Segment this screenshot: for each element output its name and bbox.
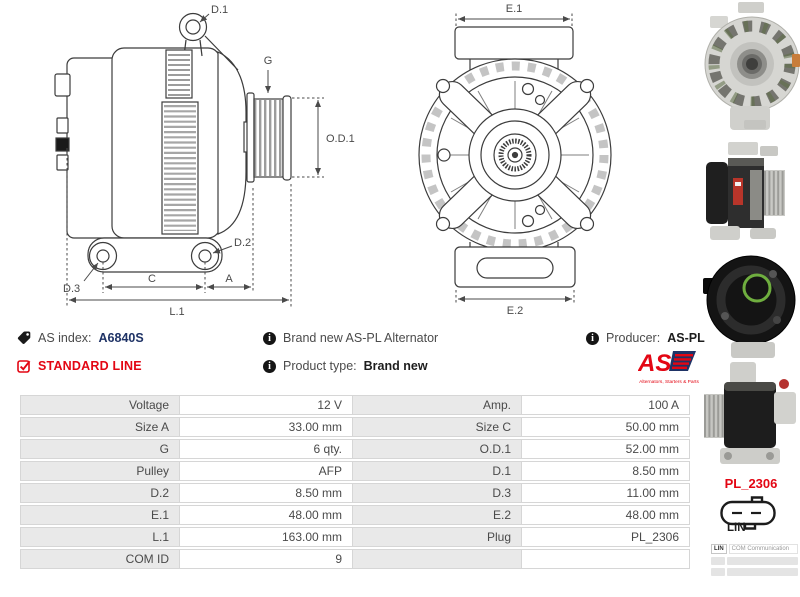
plug-pin-table bbox=[711, 544, 798, 579]
spec-label: G bbox=[20, 439, 180, 459]
spec-row bbox=[20, 395, 690, 415]
spec-row bbox=[20, 505, 690, 525]
dim-label-a: A bbox=[225, 273, 233, 285]
dim-label-l1: L.1 bbox=[169, 306, 185, 318]
spec-label: D.1 bbox=[353, 461, 522, 481]
spec-value: 50.00 mm bbox=[522, 417, 690, 437]
dim-label-od1: O.D.1 bbox=[326, 133, 355, 145]
producer-value: AS-PL bbox=[667, 331, 705, 345]
spec-label: E.1 bbox=[20, 505, 180, 525]
spec-table bbox=[20, 393, 690, 571]
photo-alternator-side bbox=[700, 140, 800, 245]
spec-label: O.D.1 bbox=[353, 439, 522, 459]
info-icon: i bbox=[263, 360, 276, 373]
as-index-row bbox=[17, 331, 144, 345]
product-type-value: Brand new bbox=[363, 359, 428, 373]
product-type-row bbox=[263, 359, 428, 373]
spec-row bbox=[20, 527, 690, 547]
photo1-connector bbox=[792, 54, 800, 67]
dim-label-d2: D.2 bbox=[234, 237, 252, 249]
brand-new-text: Brand new AS-PL Alternator bbox=[283, 331, 439, 345]
spec-label: Amp. bbox=[353, 395, 522, 415]
spec-value: 52.00 mm bbox=[522, 439, 690, 459]
spec-value: 33.00 mm bbox=[180, 417, 353, 437]
aspl-logo-text: AS bbox=[638, 350, 672, 377]
spec-row bbox=[20, 417, 690, 437]
spec-row bbox=[20, 439, 690, 459]
plug-pin-name: LIN bbox=[711, 544, 727, 554]
spec-label: Pulley bbox=[20, 461, 180, 481]
info-icon: i bbox=[263, 332, 276, 345]
spec-row bbox=[20, 549, 690, 569]
spec-label: E.2 bbox=[353, 505, 522, 525]
standard-line-label: STANDARD LINE bbox=[38, 359, 142, 373]
spec-label: Voltage bbox=[20, 395, 180, 415]
aspl-logo-tagline: Alternators, Starters & Parts bbox=[639, 380, 699, 385]
spec-label: D.2 bbox=[20, 483, 180, 503]
spec-value: 11.00 mm bbox=[522, 483, 690, 503]
plug-pin-row bbox=[711, 544, 798, 554]
standard-line-row bbox=[17, 359, 142, 373]
spec-label: Plug bbox=[353, 527, 522, 547]
photo-alternator-side2 bbox=[700, 360, 800, 470]
plug-pin-desc: COM Communication bbox=[729, 544, 798, 554]
photo-alternator-front bbox=[700, 2, 800, 132]
spec-value: 8.50 mm bbox=[522, 461, 690, 481]
spec-value: PL_2306 bbox=[522, 527, 690, 547]
dim-label-d3: D.3 bbox=[63, 283, 81, 295]
producer-row bbox=[586, 331, 705, 345]
spec-label: Size A bbox=[20, 417, 180, 437]
dim-label-e2: E.2 bbox=[506, 305, 524, 317]
spec-row bbox=[20, 483, 690, 503]
technical-drawings bbox=[0, 0, 695, 330]
spec-value bbox=[522, 549, 690, 569]
checkbox-check-icon bbox=[17, 359, 31, 373]
dim-label-c: C bbox=[148, 273, 156, 285]
as-index-label: AS index: bbox=[38, 331, 92, 345]
aspl-logo bbox=[638, 350, 700, 388]
spec-row bbox=[20, 461, 690, 481]
product-type-label: Product type: bbox=[283, 359, 357, 373]
plug-type-label: LIN bbox=[727, 522, 746, 534]
spec-value: 9 bbox=[180, 549, 353, 569]
producer-label: Producer: bbox=[606, 331, 661, 345]
photo4-red-cap bbox=[779, 379, 789, 389]
dim-label-g: G bbox=[263, 55, 273, 67]
side-view-drawing bbox=[55, 14, 291, 273]
placeholder-bar bbox=[727, 568, 798, 576]
spec-value: 48.00 mm bbox=[180, 505, 353, 525]
spec-value: 12 V bbox=[180, 395, 353, 415]
tag-icon bbox=[17, 331, 31, 345]
spec-label bbox=[353, 549, 522, 569]
front-view-drawing bbox=[419, 27, 611, 287]
info-icon: i bbox=[586, 332, 599, 345]
placeholder-bar bbox=[711, 557, 725, 565]
placeholder-bar bbox=[711, 568, 725, 576]
spec-label: Size C bbox=[353, 417, 522, 437]
as-index-value[interactable]: A6840S bbox=[98, 331, 144, 345]
spec-value: 48.00 mm bbox=[522, 505, 690, 525]
spec-label: L.1 bbox=[20, 527, 180, 547]
spec-value: 163.00 mm bbox=[180, 527, 353, 547]
spec-label: COM ID bbox=[20, 549, 180, 569]
spec-label: D.3 bbox=[353, 483, 522, 503]
spec-value: AFP bbox=[180, 461, 353, 481]
spec-value: 8.50 mm bbox=[180, 483, 353, 503]
plug-pin-row-empty bbox=[711, 568, 798, 576]
photo-alternator-rear bbox=[703, 250, 800, 358]
placeholder-bar bbox=[727, 557, 798, 565]
spec-value: 6 qty. bbox=[180, 439, 353, 459]
plug-code: PL_2306 bbox=[724, 476, 778, 491]
dim-label-e1: E.1 bbox=[505, 3, 523, 15]
spec-value: 100 A bbox=[522, 395, 690, 415]
brand-new-row bbox=[263, 331, 438, 345]
plug-pin-row-empty bbox=[711, 557, 798, 565]
dim-label-d1: D.1 bbox=[211, 4, 229, 16]
